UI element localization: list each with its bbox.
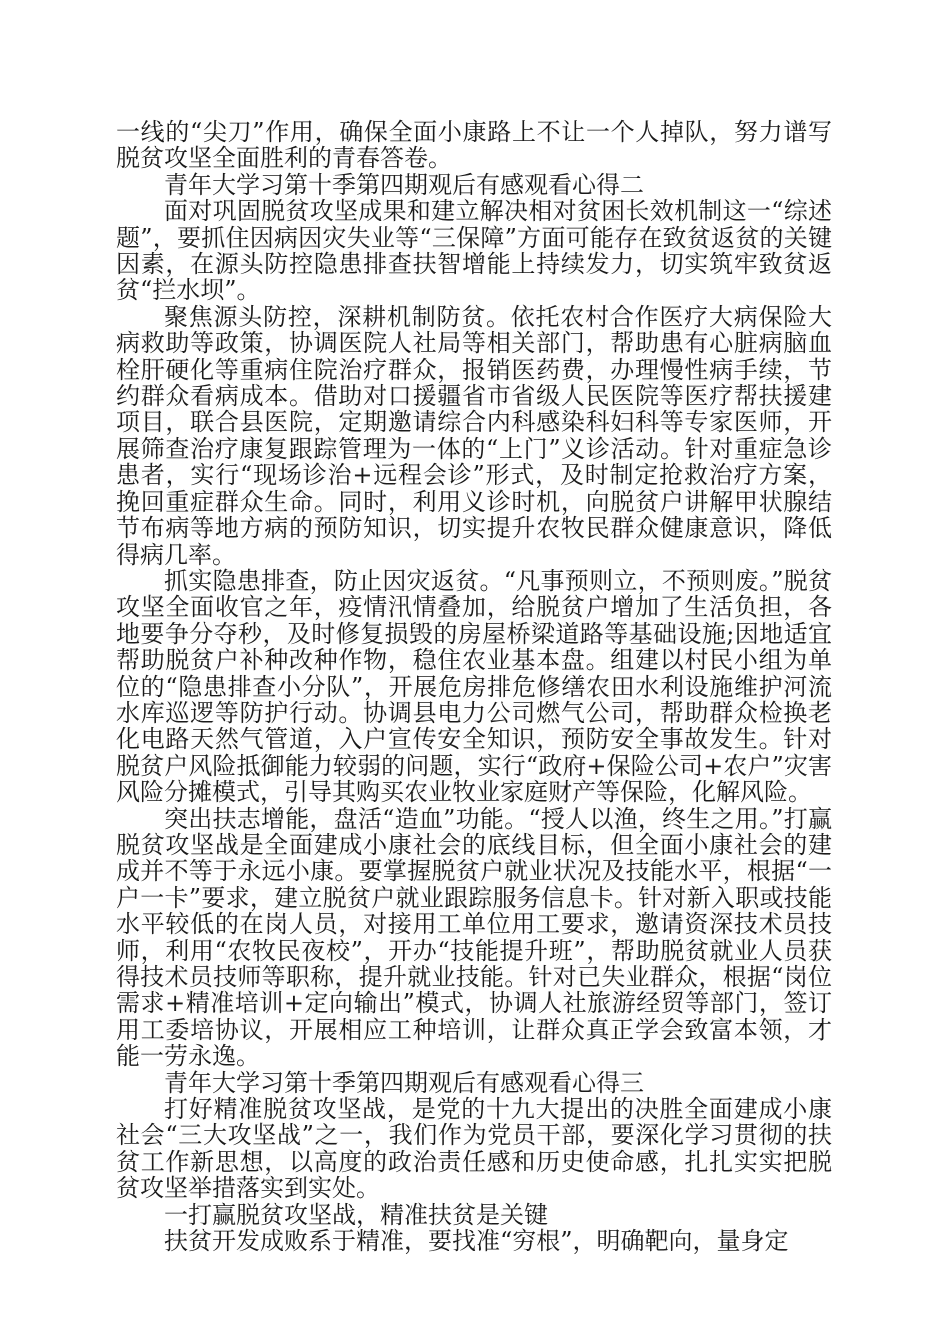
paragraph-precise-poverty: 打好精准脱贫攻坚战，是党的十九大提出的决胜全面建成小康社会“三大攻坚战”之一，我们作为党员干部，要深化学习贯彻的扶贫工作新思想，以高度的政治责任感和历史使命感，扎扎实实把脱贫攻坚举措落实到实处。: [116, 1095, 832, 1203]
subheading-precision-key: 一打赢脱贫攻坚战，精准扶贫是关键: [164, 1200, 548, 1229]
paragraph-source-prevention: 聚焦源头防控，深耕机制防贫。依托农村合作医疗大病保险大病救助等政策，协调医院人社局等相关部门，帮助患有心脏病脑血栓肝硬化等重病住院治疗群众，报销医药费，办理慢性病手续，节约群众看病成本。借助对口援疆省市省级人民医院等医疗帮扶援建项目，联合县医院，定期邀请综合内科感染科妇科等专家医师，开展筛查治疗康复跟踪管理为一体的“上门”义诊活动。针对重症急诊患者，实行“现场诊治+远程会诊”形式，及时制定抢救治疗方案，挽回重症群众生命。同时，利用义诊时机，向脱贫户讲解甲状腺结节布病等地方病的预防知识，切实提升农牧民群众健康意识，降低得病几率。: [116, 302, 832, 569]
section-heading-3: 青年大学习第十季第四期观后有感观看心得三: [164, 1068, 644, 1097]
paragraph-intro-continuation: 一线的“尖刀”作用，确保全面小康路上不让一个人掉队，努力谱写脱贫攻坚全面胜利的青春答卷。: [116, 118, 832, 173]
paragraph-hazard-inspection: 抓实隐患排查，防止因灾返贫。“凡事预则立，不预则废。”脱贫攻坚全面收官之年，疫情汛情叠加，给脱贫户增加了生活负担，各地要争分夺秒，及时修复损毁的房屋桥梁道路等基础设施;因地适宜帮助脱贫户补种改种作物，稳住农业基本盘。组建以村民小组为单位的“隐患排查小分队”，开展危房排危修缮农田水利设施维护河流水库巡逻等防护行动。协调县电力公司燃气公司，帮助群众检换老化电路天然气管道，入户宣传安全知识，预防安全事故发生。针对脱贫户风险抵御能力较弱的问题，实行“政府+保险公司+农户”灾害风险分摊模式，引导其购买农业牧业家庭财产等保险，化解风险。: [116, 566, 832, 807]
paragraph-overview: 面对巩固脱贫攻坚成果和建立解决相对贫困长效机制这一“综述题”，要抓住因病因灾失业等“三保障”方面可能存在致贫返贫的关键因素，在源头防控隐患排查扶智增能上持续发力，切实筑牢致贫返贫“拦水坝”。: [116, 197, 832, 305]
document-page: [116, 119, 832, 1254]
section-heading-2: 青年大学习第十季第四期观后有感观看心得二: [164, 170, 644, 199]
paragraph-skill-building: 突出扶志增能，盘活“造血”功能。“授人以渔，终生之用。”打赢脱贫攻坚战是全面建成小康社会的底线目标，但全面小康社会的建成并不等于永远小康。要掌握脱贫户就业状况及技能水平，根据“一户一卡”要求，建立脱贫户就业跟踪服务信息卡。针对新入职或技能水平较低的在岗人员，对接用工单位用工要求，邀请资深技术员技师，利用“农牧民夜校”，开办“技能提升班”，帮助脱贫就业人员获得技术员技师等职称，提升就业技能。针对已失业群众，根据“岗位需求+精准培训+定向输出”模式，协调人社旅游经贸等部门，签订用工委培协议，开展相应工种培训，让群众真正学会致富本领，才能一劳永逸。: [116, 804, 832, 1071]
paragraph-poverty-roots: 扶贫开发成败系于精准，要找准“穷根”，明确靶向，量身定: [164, 1227, 789, 1256]
